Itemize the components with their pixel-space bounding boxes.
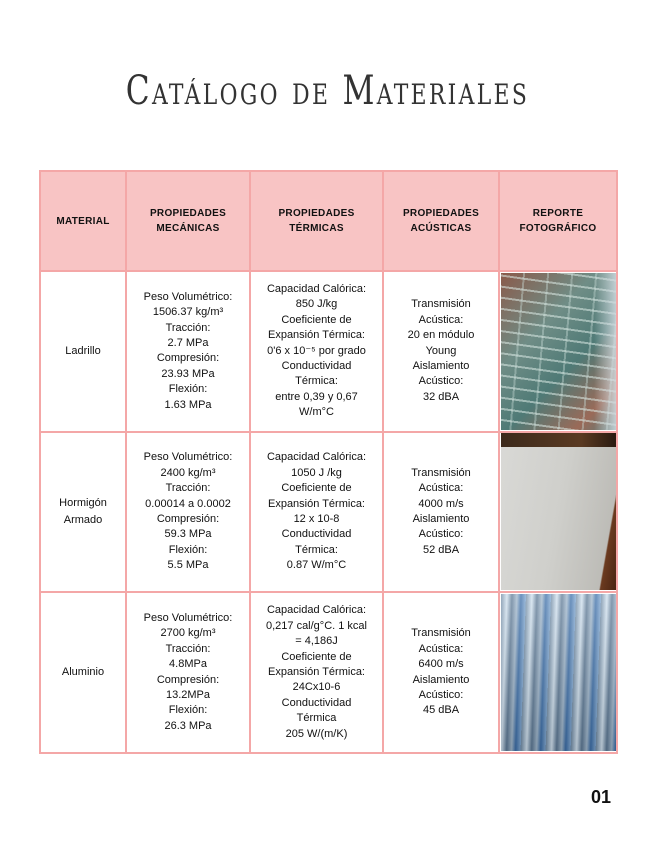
property-line: 0.00014 a 0.0002 (145, 497, 231, 510)
property-line: Tracción: (165, 642, 211, 655)
property-line: 52 dBA (422, 543, 460, 556)
property-line: 59.3 MPa (164, 528, 212, 541)
property-line: Térmica: (295, 375, 338, 388)
property-line: Expansión Térmica: (267, 497, 365, 510)
property-line: Conductividad (281, 360, 352, 373)
acusticas-cell (383, 592, 499, 753)
property-line: 0.87 W/m°C (286, 559, 347, 572)
brick-wall-photo (501, 273, 616, 430)
property-line: Flexión: (168, 704, 208, 717)
property-line: = 4,186J (295, 635, 338, 648)
property-line: Flexión: (168, 543, 208, 556)
property-line: 0,217 cal/g°C. 1 kcal (265, 619, 367, 632)
property-line: Coeficiente de (281, 313, 352, 326)
header-reporte: REPORTE FOTOGRÁFICO (499, 171, 617, 271)
property-line: Acústico: (418, 528, 464, 541)
property-line: 1.63 MPa (164, 398, 212, 411)
property-line: Térmica: (295, 543, 338, 556)
property-line: 12 x 10-8 (293, 512, 340, 525)
termicas-cell (250, 432, 383, 593)
property-line: Tracción: (165, 482, 211, 495)
property-line: Coeficiente de (281, 650, 352, 663)
property-line: Capacidad Calórica: (266, 283, 367, 295)
property-line: 20 en módulo (407, 329, 475, 342)
property-line: Transmisión (411, 627, 471, 640)
property-line: 32 dBA (422, 390, 460, 403)
property-line: Térmica (296, 712, 337, 725)
page-number: 01 (590, 787, 611, 807)
property-line: Peso Volumétrico: (143, 290, 233, 303)
property-line: Aislamiento (412, 360, 470, 373)
property-line: Compresión: (156, 352, 220, 365)
property-line: 205 W/(m/K) (285, 727, 348, 740)
property-line: Aislamiento (412, 512, 470, 525)
mecanicas-cell (126, 592, 250, 753)
property-line: Transmisión (411, 466, 471, 479)
property-line: 13.2MPa (165, 689, 211, 702)
property-line: Acústica: (418, 313, 464, 326)
property-line: Flexión: (168, 383, 208, 396)
property-line: Conductividad (281, 528, 352, 541)
header-acusticas: PROPIEDADES ACÚSTICAS (383, 171, 499, 271)
property-line: 850 J/kg (295, 298, 338, 311)
property-line: 6400 m/s (418, 658, 464, 671)
table-row (40, 271, 617, 432)
property-line: Young (425, 344, 457, 357)
material-name: Hormigón Armado (40, 432, 126, 593)
property-line: Tracción: (165, 321, 211, 334)
mecanicas-cell (126, 271, 250, 432)
property-line: Transmisión (411, 298, 471, 311)
property-line: Capacidad Calórica: (266, 451, 367, 464)
property-line: 2700 kg/m³ (160, 627, 216, 640)
photo-cell (499, 432, 617, 593)
page-title: Catálogo de Materiales (125, 68, 530, 114)
concrete-wall-photo (501, 433, 616, 590)
table-header-row (40, 171, 617, 271)
property-line: entre 0,39 y 0,67 (275, 390, 358, 403)
property-line: Conductividad (281, 696, 352, 709)
property-line: 1506.37 kg/m³ (152, 306, 224, 319)
property-line: Aislamiento (412, 673, 470, 686)
header-termicas: PROPIEDADES TÉRMICAS (250, 171, 383, 271)
table-row (40, 592, 617, 753)
property-line: 24Cx10-6 (292, 681, 341, 694)
property-line: 0'6 x 10⁻⁵ por grado (267, 344, 366, 357)
property-line: 45 dBA (422, 704, 460, 717)
property-line: Acústico: (418, 689, 464, 702)
acusticas-cell (383, 271, 499, 432)
property-line: 4.8MPa (169, 658, 207, 671)
termicas-cell (250, 592, 383, 753)
property-line: Compresión: (156, 512, 220, 525)
property-line: Coeficiente de (281, 482, 352, 495)
property-line: 2.7 MPa (167, 336, 209, 349)
property-line: Acústica: (418, 482, 464, 495)
materials-table (39, 170, 618, 754)
property-line: 1050 J /kg (291, 466, 342, 479)
property-line: 2400 kg/m³ (160, 466, 216, 479)
property-line: Acústica: (418, 642, 464, 655)
header-mecanicas: PROPIEDADES MECÁNICAS (126, 171, 250, 271)
property-line: Peso Volumétrico: (143, 451, 233, 464)
property-line: Peso Volumétrico: (143, 612, 233, 625)
mecanicas-cell (126, 432, 250, 593)
table-row (40, 432, 617, 593)
acusticas-cell (383, 432, 499, 593)
material-name: Ladrillo (40, 271, 126, 432)
property-line: 5.5 MPa (167, 559, 209, 572)
property-line: 4000 m/s (418, 497, 464, 510)
header-material: MATERIAL (40, 171, 126, 271)
photo-cell (499, 271, 617, 432)
property-line: 23.93 MPa (161, 367, 215, 380)
property-line: Acústico: (418, 375, 464, 388)
property-line: Capacidad Calórica: (266, 604, 367, 617)
property-line: W/m°C (299, 406, 334, 419)
property-line: Expansión Térmica: (267, 665, 365, 678)
property-line: 26.3 MPa (164, 719, 212, 732)
property-line: Compresión: (156, 673, 220, 686)
photo-cell (499, 592, 617, 753)
termicas-cell (250, 271, 383, 432)
property-line: Expansión Térmica: (267, 329, 365, 342)
aluminum-bars-photo (501, 594, 616, 751)
material-name: Aluminio (40, 592, 126, 753)
